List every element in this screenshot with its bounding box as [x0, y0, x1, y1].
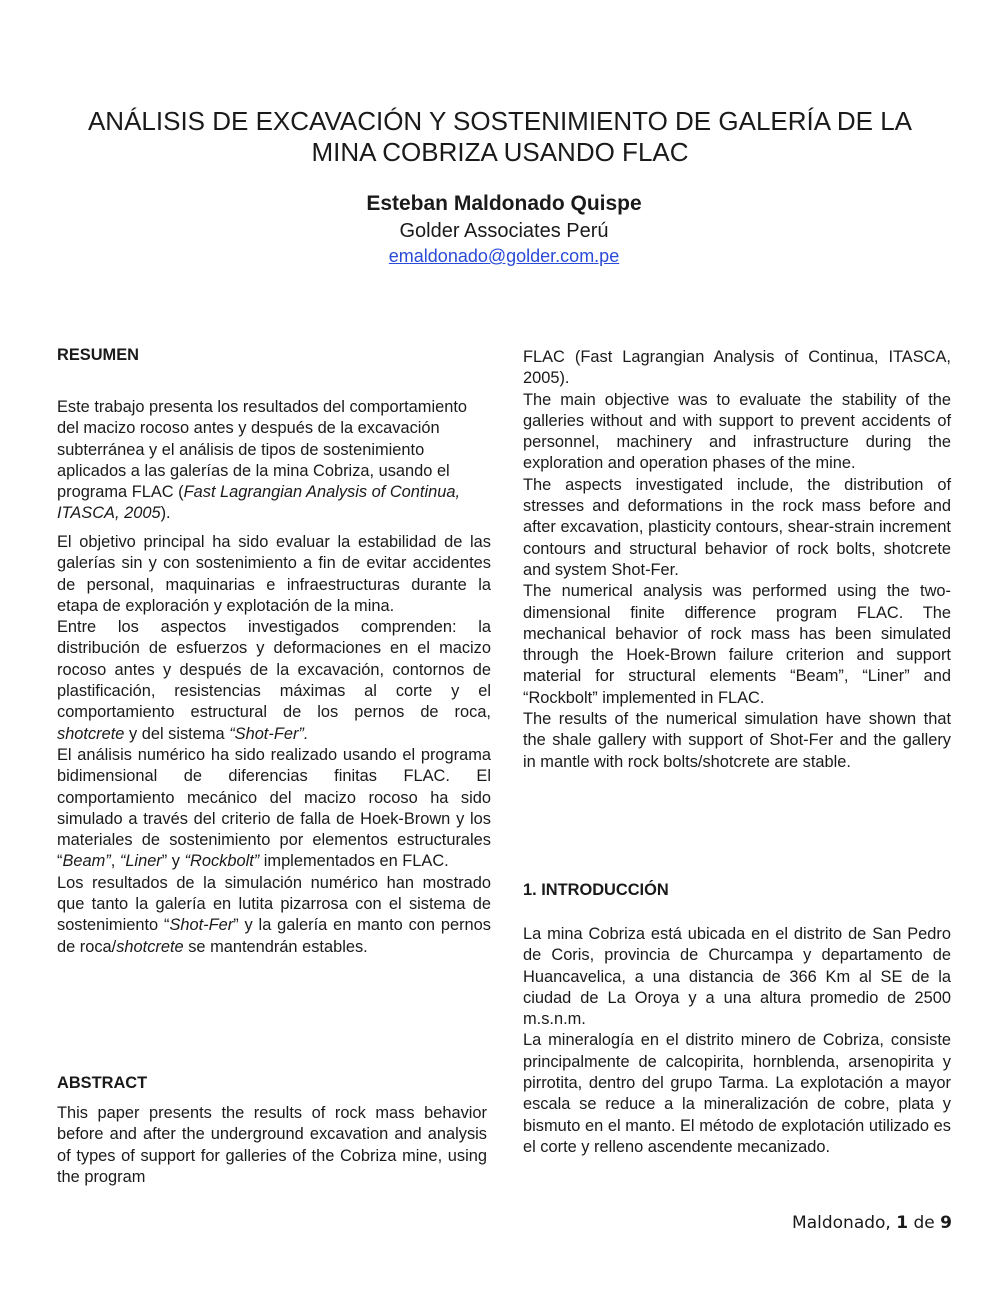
intro-heading — [523, 880, 951, 901]
resumen-paragraph-5 — [57, 873, 491, 958]
resumen-p4-sep-2: ” y — [161, 852, 185, 871]
resumen-p5-italic-2: shotcrete — [116, 937, 184, 956]
resumen-body — [57, 532, 491, 958]
resumen-paragraph-3 — [57, 617, 491, 745]
resumen-p3-italic-2: “Shot-Fer”. — [229, 724, 309, 743]
resumen-p3-mid: y del sistema — [124, 724, 230, 743]
resumen-heading-text: RESUMEN — [57, 346, 139, 364]
abstract-p1-left-text: This paper presents the results of rock mass behavior before and after the underground excavation and analysis of types of support for galleries of the Cobriza mine, using the program — [57, 1104, 487, 1186]
resumen-p4-sep-1: , — [110, 852, 120, 871]
resumen-p1-end: ). — [160, 504, 171, 523]
resumen-paragraph-1 — [57, 397, 491, 525]
resumen-paragraph-2: El objetivo principal ha sido evaluar la estabilidad de las galerías sin y con sostenimiento a fin de evitar accidentes de personal, maquinarias e infraestructuras durante la etapa de exploración y explotación de la mina. — [57, 533, 491, 615]
resumen-paragraph-4 — [57, 745, 491, 873]
abstract-paragraph-2: The main objective was to evaluate the stability of the galleries without and with support to prevent accidents of personnel, machinery and infrastructure during the exploration and operation phases of the mine. — [523, 390, 951, 473]
resumen-p1-italic: Fast Lagrangian Analysis of Continua, ITASCA, 2005 — [57, 483, 461, 523]
abstract-paragraph-5: The results of the numerical simulation have shown that the shale gallery with support of Shot-Fer and the gallery in mantle with rock bolts/shotcrete are stable. — [523, 710, 951, 771]
intro-paragraph-1: La mina Cobriza está ubicada en el distrito de San Pedro de Coris, provincia de Churcampa y departamento de Huancavelica, a una distancia de 366 Km al SE de la ciudad de La Oroya y a una altura promedio de 2500 m.s.n.m. — [523, 925, 951, 1029]
resumen-p3-italic-1: shotcrete — [57, 724, 125, 743]
page-footer — [792, 1213, 952, 1233]
abstract-paragraph-4: The numerical analysis was performed using the two-dimensional finite difference program FLAC. The mechanical behavior of rock mass has been simulated through the Hoek-Brown failure criterion and support material for structural elements “Beam”, “Liner” and “Rockbolt” implemented in FLAC. — [523, 582, 951, 707]
footer-page-number: 1 — [896, 1213, 909, 1233]
resumen-p5-italic-1: Shot-Fer — [169, 916, 234, 935]
resumen-p3-text: Entre los aspectos investigados comprenden: la distribución de esfuerzos y deformaciones en el macizo rocoso antes y después de la excavación, contornos de plastificación, resistencias máximas al corte y el comportamiento estructural de los pernos de roca, — [57, 618, 491, 722]
abstract-heading-text: ABSTRACT — [57, 1074, 148, 1092]
intro-heading-text: 1. INTRODUCCIÓN — [523, 881, 669, 899]
abstract-paragraph-3: The aspects investigated include, the distribution of stresses and deformations in the rock mass before and after excavation, plasticity contours, shear-strain increment contours and structural behavior of rock bolts, shotcrete and system Shot-Fer. — [523, 475, 951, 579]
author-affiliation: Golder Associates Perú — [399, 220, 609, 242]
resumen-p4-italic-1: Beam” — [62, 852, 111, 871]
footer-total-pages: 9 — [940, 1213, 952, 1233]
resumen-p5-mid: ” y la galería en manto con pernos de roca/ — [57, 916, 491, 956]
resumen-p5-text: Los resultados de la simulación numérico han mostrado que tanto la galería en lutita pizarrosa con el sistema de sostenimiento “ — [57, 873, 491, 935]
abstract-heading — [57, 1073, 491, 1094]
resumen-p4-italic-2: “Liner — [119, 852, 162, 871]
author-email-link[interactable]: emaldonado@golder.com.pe — [388, 246, 620, 266]
footer-separator: de — [913, 1213, 935, 1233]
paper-title: ANÁLISIS DE EXCAVACIÓN Y SOSTENIMIENTO DE GALERÍA DE LA MINA COBRIZA USANDO FLAC — [87, 106, 913, 167]
resumen-p4-italic-3: “Rockbolt” — [184, 852, 260, 871]
resumen-p4-end: implementados en FLAC. — [259, 852, 449, 871]
resumen-p4-text: El análisis numérico ha sido realizado usando el programa bidimensional de diferencias finitas FLAC. El comportamiento mecánico del macizo rocoso ha sido simulado a través del criterio de falla de Hoek-Brown y los materiales de sostenimiento por elementos estructurales “ — [57, 745, 491, 871]
intro-paragraph-2: La mineralogía en el distrito minero de Cobriza, consiste principalmente de calcopirita, hornblenda, arsenopirita y pirrotita, dentro del grupo Tarma. La explotación a mayor escala se reduce a la mineralización de cobre, plata y bismuto en el manto. El método de explotación utilizado es el corte y relleno ascendente mecanizado. — [523, 1031, 951, 1156]
resumen-heading — [57, 345, 491, 366]
resumen-p5-end: se mantendrán estables. — [183, 937, 368, 956]
author-name: Esteban Maldonado Quispe — [366, 192, 642, 215]
abstract-paragraph-1-left — [57, 1103, 487, 1188]
abstract-paragraph-1-right: FLAC (Fast Lagrangian Analysis of Continua, ITASCA, 2005). — [523, 348, 951, 388]
abstract-body-right — [523, 347, 951, 773]
resumen-p1-text: Este trabajo presenta los resultados del comportamiento del macizo rocoso antes y después de la excavación subterránea y el análisis de tipos de sostenimiento aplicados a las galerías de la mina Cobriza, usando el programa FLAC ( — [57, 398, 467, 502]
intro-body — [523, 924, 951, 1158]
footer-author: Maldonado, — [792, 1213, 891, 1233]
author-email-line — [0, 246, 1000, 267]
